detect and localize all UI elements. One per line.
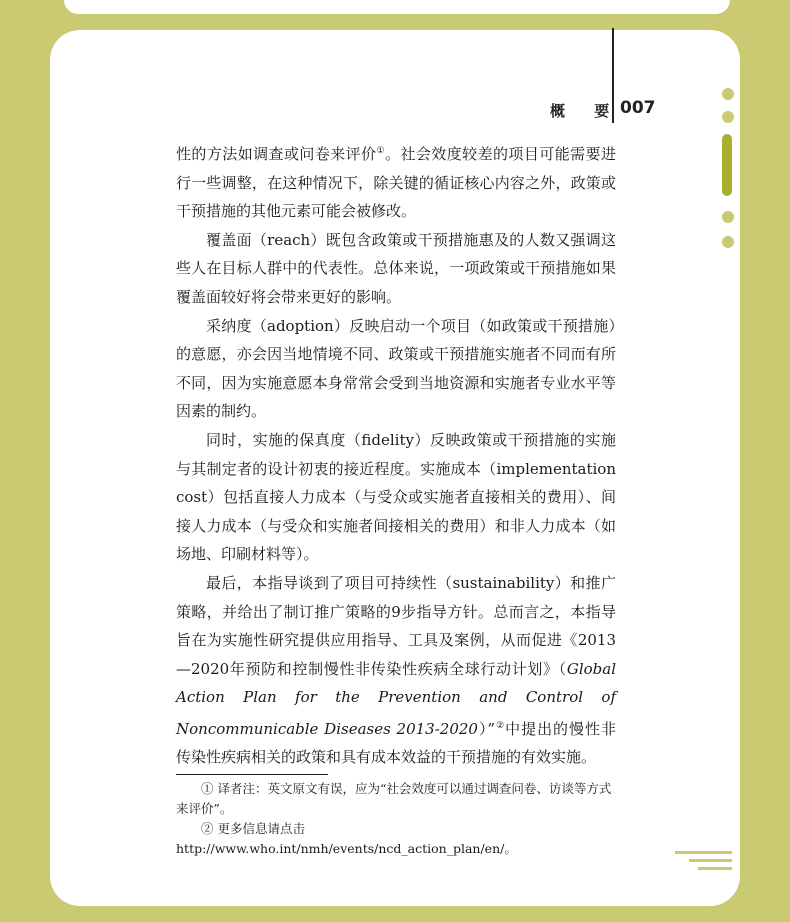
paragraph: 覆盖面（reach）既包含政策或干预措施惠及的人数又强调这些人在目标人群中的代表性。总体来说，一项政策或干预措施如果覆盖面较好将会带来更好的影响。 xyxy=(176,230,616,306)
footnotes xyxy=(176,779,616,859)
decor-dot xyxy=(722,88,734,100)
body-text xyxy=(176,137,616,772)
paragraph: 采纳度（adoption）反映启动一个项目（如政策或干预措施）的意愿，亦会因当地情境不同、政策或干预措施实施者不同而有所不同，因为实施意愿本身常常会受到当地资源和实施者专业水平等因素的制约。 xyxy=(176,316,616,421)
decor-line xyxy=(689,859,732,862)
footnote-rule xyxy=(176,774,328,775)
decor-bar xyxy=(722,134,732,196)
decor-line xyxy=(675,851,732,854)
footnote-marker: ② xyxy=(495,720,506,731)
running-header-title: 概 要 xyxy=(550,102,622,120)
plan-title-english: Global Action Plan for the Prevention and Control of Noncommunicable Diseases 2013-2020 xyxy=(176,659,616,738)
footnote-marker: ① xyxy=(376,146,386,156)
decor-line xyxy=(698,867,732,870)
page-number: 007 xyxy=(620,98,656,118)
footnote: ① 译者注：英文原文有误，应为“社会效度可以通过调查问卷、访谈等方式来评价”。 xyxy=(176,781,612,816)
top-page-edge xyxy=(64,0,730,14)
paragraph: 同时，实施的保真度（fidelity）反映政策或干预措施的实施与其制定者的设计初衷的接近程度。实施成本（implementation cost）包括直接人力成本（与受众或实施者直接相关的费用）、间接人力成本（与受众和实施者间接相关的费用）和非人力成本（如场地、印刷材料等）。 xyxy=(176,430,616,564)
paragraph: 最后，本指导谈到了项目可持续性（sustainability）和推广策略，并给出了制订推广策略的9步指导方针。总而言之，本指导旨在为实施性研究提供应用指导、工具及案例，从而促进《2013—2020年预防和控制慢性非传染性疾病全球行动计划》（Global Action Plan for the Prevention and Control of Noncommunicable Diseases 2013-2020）”②中提出的慢性非传染性疾病相关的政策和具有成本效益的干预措施的有效实施。 xyxy=(176,573,616,767)
decor-dot xyxy=(722,236,734,248)
footnote: ② 更多信息请点击http://www.who.int/nmh/events/ncd_action_plan/en/。 xyxy=(176,821,517,856)
paragraph: 性的方法如调查或问卷来评价①。社会效度较差的项目可能需要进行一些调整，在这种情况下，除关键的循证核心内容之外，政策或干预措施的其他元素可能会被修改。 xyxy=(176,145,616,221)
decor-dot xyxy=(722,211,734,223)
decor-dot xyxy=(722,111,734,123)
